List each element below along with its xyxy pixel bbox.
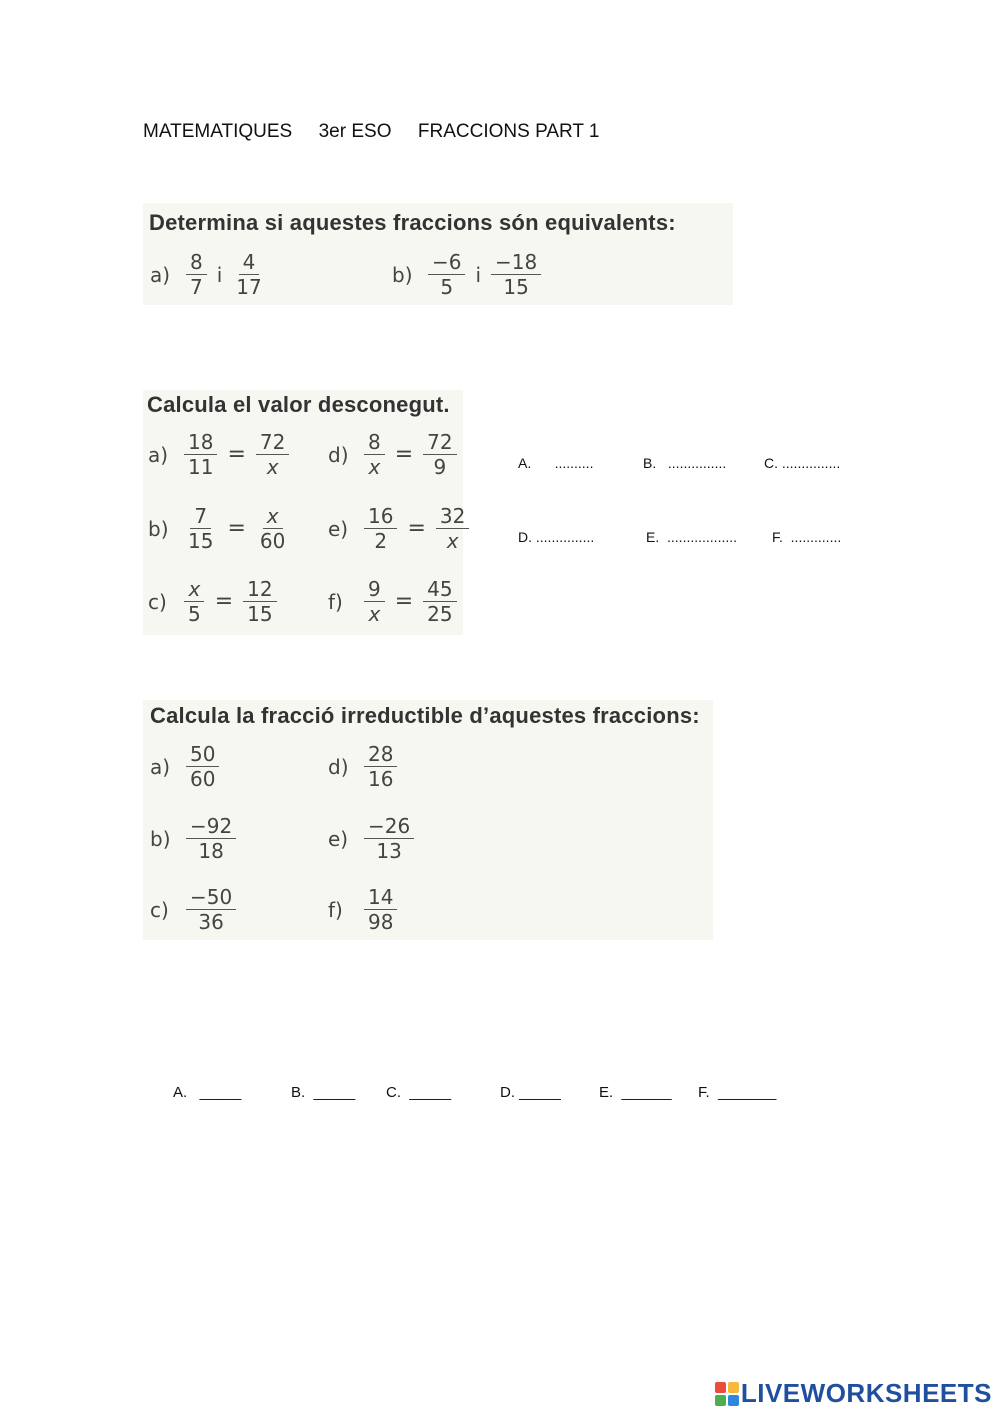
item-label: a) [150, 262, 171, 287]
section2-item-b [148, 504, 293, 553]
section2-item-c [148, 577, 281, 626]
fraction: $\frac{18}{11}$ [184, 430, 217, 479]
fraction: $\frac{12}{15}$ [243, 577, 276, 626]
fraction: $\frac{8}{7}$ [186, 250, 207, 299]
section3-item-f [328, 885, 401, 934]
answer-field-f[interactable]: F. ............. [772, 529, 842, 545]
section2-item-f [328, 577, 461, 626]
fraction: $\frac{8}{x}$ [364, 430, 385, 479]
fraction: $\frac{16}{2}$ [364, 504, 397, 553]
equals-sign: = [394, 442, 414, 467]
fraction: $\frac{-92}{18}$ [186, 814, 236, 863]
section2-item-e [328, 504, 473, 553]
item-label: b) [392, 262, 413, 287]
answer-field-e[interactable]: E. ______ [599, 1084, 672, 1101]
fraction: $\frac{7}{15}$ [188, 504, 214, 553]
answer-field-b[interactable]: B. _____ [291, 1084, 356, 1101]
item-label: f) [328, 589, 343, 614]
answer-field-d[interactable]: D. ............... [518, 529, 595, 545]
section3-item-a [150, 742, 223, 791]
fraction: $\frac{-6}{5}$ [428, 250, 465, 299]
fraction: $\frac{72}{x}$ [256, 430, 289, 479]
answer-field-c[interactable]: C. ............... [764, 455, 841, 471]
answer-field-b[interactable]: B. ............... [643, 455, 727, 471]
section2-item-d [328, 430, 461, 479]
item-label: d) [328, 754, 349, 779]
header-topic: FRACCIONS PART 1 [417, 121, 600, 142]
fraction: $\frac{x}{60}$ [259, 504, 286, 553]
item-label: d) [328, 442, 349, 467]
logo-block [715, 1395, 726, 1406]
section2-title: Calcula el valor desconegut. [147, 392, 450, 417]
conjunction: i [216, 262, 223, 287]
fraction: $\frac{-18}{15}$ [491, 250, 541, 299]
item-label: c) [148, 589, 167, 614]
section2-item-a [148, 430, 293, 479]
item-label: a) [148, 442, 169, 467]
section1-item-a [150, 250, 270, 299]
fraction: $\frac{28}{16}$ [364, 742, 397, 791]
logo-icon [715, 1382, 739, 1406]
item-label: e) [328, 516, 349, 541]
fraction: $\frac{4}{17}$ [236, 250, 262, 299]
fraction: $\frac{45}{25}$ [423, 577, 456, 626]
item-label: b) [148, 516, 169, 541]
answer-field-c[interactable]: C. _____ [386, 1084, 452, 1101]
answer-field-e[interactable]: E. .................. [646, 529, 738, 545]
fraction: $\frac{32}{x}$ [436, 504, 469, 553]
item-label: b) [150, 826, 171, 851]
fraction: $\frac{-26}{13}$ [364, 814, 414, 863]
header-level: 3er ESO [318, 121, 392, 142]
equals-sign: = [394, 589, 414, 614]
section3-item-c [150, 885, 240, 934]
item-label: a) [150, 754, 171, 779]
section1-title: Determina si aquestes fraccions són equivalents: [149, 210, 676, 235]
answer-field-a[interactable]: A. .......... [518, 455, 594, 471]
section3-item-d [328, 742, 401, 791]
section3-item-b [150, 814, 240, 863]
section3-item-e [328, 814, 418, 863]
equals-sign: = [214, 589, 234, 614]
fraction: $\frac{x}{5}$ [184, 577, 205, 626]
equals-sign: = [407, 516, 426, 541]
conjunction: i [475, 262, 482, 287]
answer-field-f[interactable]: F. _______ [698, 1084, 777, 1101]
item-label: c) [150, 897, 169, 922]
fraction: $\frac{72}{9}$ [423, 430, 456, 479]
answer-field-a[interactable]: A. _____ [173, 1084, 242, 1101]
liveworksheets-logo [715, 1378, 992, 1409]
logo-block [715, 1382, 726, 1393]
header-subject: MATEMATIQUES [143, 121, 293, 142]
section3-title: Calcula la fracció irreductible d’aquestes fraccions: [150, 703, 700, 728]
worksheet-header [143, 121, 600, 143]
equals-sign: = [227, 442, 246, 467]
fraction: $\frac{50}{60}$ [186, 742, 219, 791]
section1-item-b [392, 250, 545, 299]
answer-field-d[interactable]: D. _____ [500, 1084, 561, 1101]
fraction: $\frac{-50}{36}$ [186, 885, 236, 934]
logo-text: LIVEWORKSHEETS [740, 1378, 992, 1408]
fraction: $\frac{14}{98}$ [364, 885, 397, 934]
item-label: f) [328, 897, 343, 922]
equals-sign: = [227, 516, 246, 541]
logo-block [728, 1382, 739, 1393]
item-label: e) [328, 826, 349, 851]
fraction: $\frac{9}{x}$ [364, 577, 385, 626]
logo-block [728, 1395, 739, 1406]
